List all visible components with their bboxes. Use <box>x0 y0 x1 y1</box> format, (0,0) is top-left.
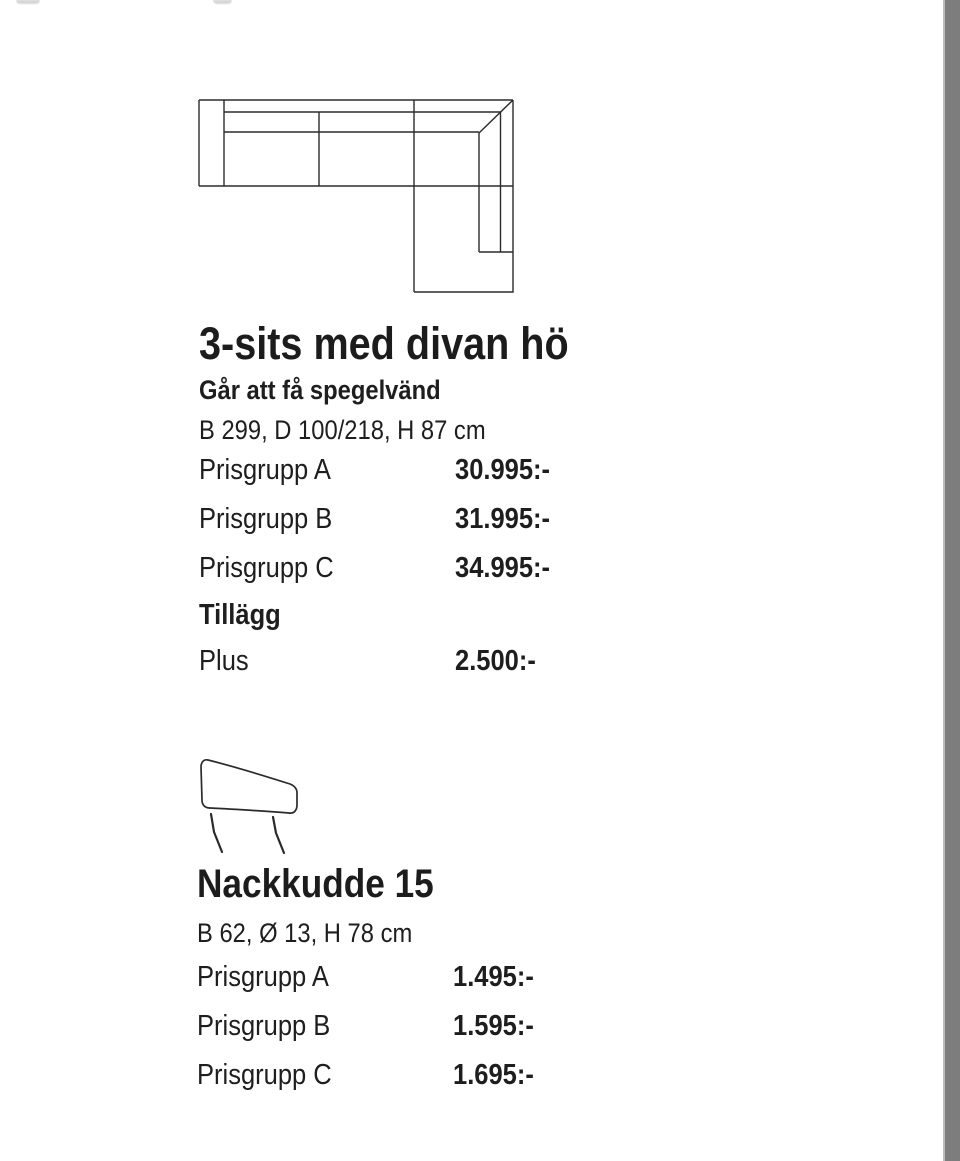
price-table <box>197 953 677 1100</box>
price-row <box>199 544 679 593</box>
price-group-label: Prisgrupp A <box>199 454 331 486</box>
product-title <box>199 318 679 369</box>
price-group-label: Prisgrupp A <box>197 961 329 993</box>
product-dimensions <box>199 416 679 444</box>
product-dimensions-text: B 299, D 100/218, H 87 cm <box>199 415 486 445</box>
sofa-top-view-drawing <box>199 100 513 292</box>
price-group-label: Prisgrupp C <box>199 552 334 584</box>
price-row <box>197 1002 677 1051</box>
price-table <box>199 446 679 686</box>
product-title-text: 3-sits med divan hö <box>199 318 569 369</box>
price-value: 31.995:- <box>455 503 551 535</box>
price-value: 30.995:- <box>455 454 551 486</box>
price-group-label: Prisgrupp B <box>199 503 333 535</box>
price-row <box>199 446 679 495</box>
addon-label: Plus <box>199 645 249 677</box>
page-edge-bar <box>943 0 960 1161</box>
price-value: 1.595:- <box>453 1010 534 1042</box>
price-row <box>197 953 677 1002</box>
price-value: 1.495:- <box>453 961 534 993</box>
cropped-text-artifact <box>16 0 40 4</box>
addon-price-value: 2.500:- <box>455 645 536 677</box>
addon-header-row <box>199 593 679 637</box>
product-section-cushion <box>197 864 677 1100</box>
product-dimensions <box>197 919 677 947</box>
product-note-text: Går att få spegelvänd <box>199 375 441 405</box>
neck-cushion-drawing <box>201 760 297 853</box>
cropped-text-artifact <box>213 0 232 4</box>
price-row <box>199 495 679 544</box>
price-row <box>197 1051 677 1100</box>
product-section-sofa <box>199 318 679 686</box>
product-note <box>199 376 679 404</box>
price-group-label: Prisgrupp C <box>197 1059 332 1091</box>
addon-row <box>199 637 679 686</box>
addon-header-label: Tillägg <box>199 599 281 631</box>
product-title <box>197 864 677 905</box>
price-group-label: Prisgrupp B <box>197 1010 331 1042</box>
product-title-text: Nackkudde 15 <box>197 862 434 906</box>
price-value: 1.695:- <box>453 1059 534 1091</box>
price-value: 34.995:- <box>455 552 551 584</box>
product-dimensions-text: B 62, Ø 13, H 78 cm <box>197 918 413 948</box>
